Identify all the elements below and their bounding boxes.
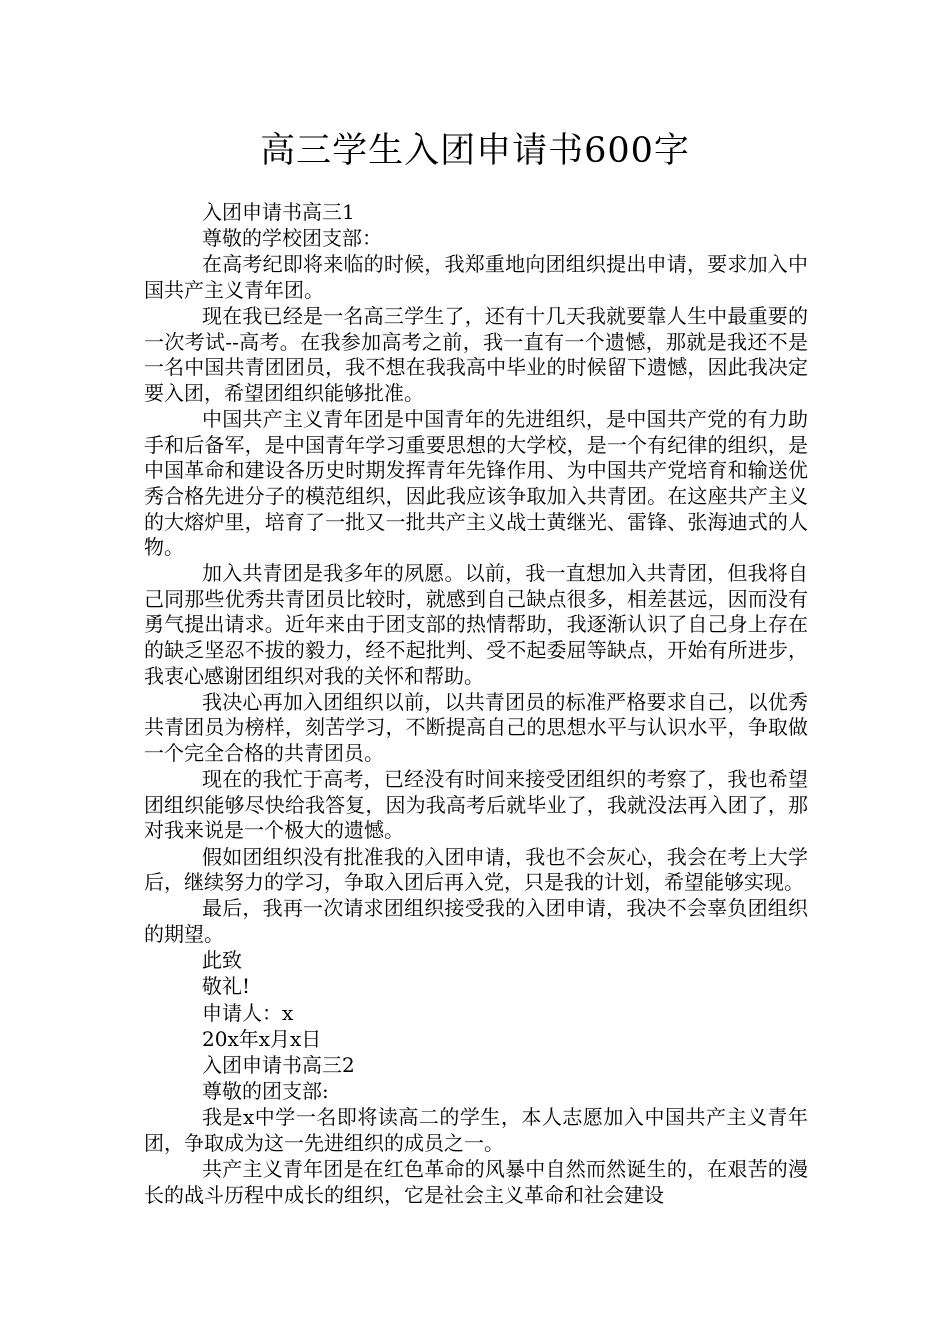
section-heading-2: 入团申请书高三2 [202, 1052, 355, 1077]
paragraph: 最后，我再一次请求团组织接受我的入团申请，我决不会辜负团组织的期望。 [144, 896, 808, 946]
paragraph: 在高考纪即将来临的时候，我郑重地向团组织提出申请，要求加入中国共产主义青年团。 [144, 252, 808, 302]
document-body [144, 200, 808, 1209]
applicant-line: 申请人：x [202, 1000, 294, 1025]
closing-line: 此致 [202, 948, 242, 973]
paragraph: 共产主义青年团是在红色革命的风暴中自然而然诞生的，在艰苦的漫长的战斗历程中成长的组织，它是社会主义革命和社会建设 [144, 1157, 808, 1207]
paragraph: 我决心再加入团组织以前，以共青团员的标准严格要求自己，以优秀共青团员为榜样，刻苦学习，不断提高自己的思想水平与认识水平，争取做一个完全合格的共青团员。 [144, 689, 808, 766]
salutation: 尊敬的学校团支部： [202, 226, 382, 251]
salutation: 尊敬的团支部: [202, 1079, 329, 1104]
paragraph: 加入共青团是我多年的夙愿。以前，我一直想加入共青团，但我将自己同那些优秀共青团员比较时，就感到自己缺点很多，相差甚远，因而没有勇气提出请求。近年来由于团支部的热情帮助，我逐渐认识了自己身上存在的缺乏坚忍不拔的毅力，经不起批判、受不起委屈等缺点，开始有所进步，我衷心感谢团组织对我的关怀和帮助。 [144, 561, 808, 688]
paragraph: 假如团组织没有批准我的入团申请，我也不会灰心，我会在考上大学后，继续努力的学习，争取入团后再入党，只是我的计划，希望能够实现。 [144, 844, 808, 895]
date-line: 20x年x月x日 [202, 1026, 322, 1051]
document-title: 高三学生入团申请书600字 [260, 131, 690, 171]
paragraph: 现在我已经是一名高三学生了，还有十几天我就要靠人生中最重要的一次考试--高考。在我参加高考之前，我一直有一个遗憾，那就是我还不是一名中国共青团团员，我不想在我我高中毕业的时候留下遗憾，因此我决定要入团，希望团组织能够批准。 [144, 304, 808, 405]
section-heading-1: 入团申请书高三1 [202, 200, 355, 224]
paragraph: 我是x中学一名即将读高二的学生，本人志愿加入中国共产主义青年团，争取成为这一先进组织的成员之一。 [144, 1105, 808, 1155]
closing-salute: 敬礼! [202, 974, 251, 999]
paragraph: 中国共产主义青年团是中国青年的先进组织，是中国共产党的有力助手和后备军，是中国青年学习重要思想的大学校，是一个有纪律的组织，是中国革命和建设各历史时期发挥青年先锋作用、为中国共产党培育和输送优秀合格先进分子的模范组织，因此我应该争取加入共青团。在这座共产主义的大熔炉里，培育了一批又一批共产主义战士黄继光、雷锋、张海迪式的人物。 [144, 407, 808, 560]
paragraph: 现在的我忙于高考，已经没有时间来接受团组织的考察了，我也希望团组织能够尽快给我答复，因为我高考后就毕业了，我就没法再入团了，那对我来说是一个极大的遗憾。 [144, 767, 808, 843]
